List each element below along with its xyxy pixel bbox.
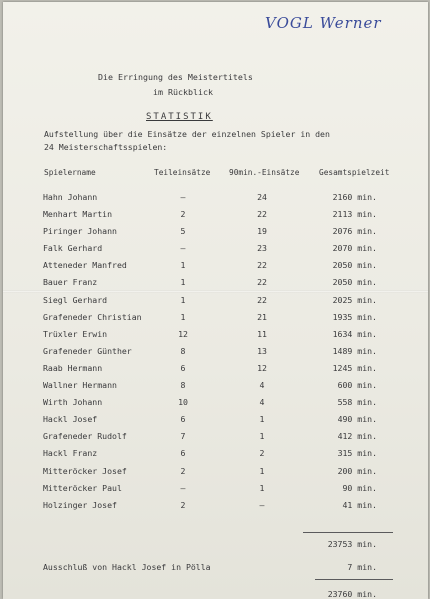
player-table [3,192,428,517]
partial-appearances: 2 [180,499,186,510]
player-name: Bauer Franz [43,277,98,288]
document-page [3,2,428,599]
partial-appearances: 8 [180,380,186,391]
table-row [3,380,428,397]
partial-appearances: 1 [180,294,186,305]
player-name: Holzinger Josef [43,499,117,510]
table-row [3,448,428,465]
partial-appearances: 7 [180,431,186,442]
total-playing-time: 2113 min. [332,209,377,220]
player-name: Mitteröcker Paul [43,482,122,493]
full-appearances: 22 [257,277,267,288]
player-name: Hackl Franz [43,448,98,459]
player-name: Wirth Johann [43,397,103,408]
table-row [3,500,428,517]
full-appearances: 19 [257,226,267,237]
table-row [3,295,428,312]
column-header-total-time: Gesamtspielzeit [319,168,390,177]
partial-appearances: 8 [180,345,186,356]
table-row [3,397,428,414]
total-playing-time: 2050 min. [332,277,377,288]
partial-appearances: 12 [178,328,188,339]
table-row [3,466,428,483]
table-row [3,329,428,346]
partial-appearances: 10 [178,397,188,408]
full-appearances: 23 [257,243,267,254]
exclusion-label: Ausschluß von Hackl Josef in Pölla [43,562,211,572]
handwritten-name: VOGL Werner [265,14,382,32]
partial-appearances: 6 [180,414,186,425]
grand-total-value: 23760 min. [327,589,377,599]
player-name: Piringer Johann [43,226,117,237]
full-appearances: 1 [259,482,265,493]
intro-line-2: 24 Meisterschaftsspielen: [44,142,168,152]
full-appearances: 22 [257,294,267,305]
partial-appearances: 6 [180,362,186,373]
table-row [3,277,428,294]
partial-appearances: 5 [180,226,186,237]
total-playing-time: 2076 min. [332,226,377,237]
subtotal-value: 23753 min. [327,539,377,549]
full-appearances: 2 [259,448,265,459]
total-playing-time: 200 min. [337,465,377,476]
partial-appearances: 2 [180,209,186,220]
total-playing-time: 2070 min. [332,243,377,254]
player-name: Wallner Hermann [43,380,117,391]
table-row [3,243,428,260]
table-row [3,209,428,226]
sum-rule-2 [315,579,393,580]
table-row [3,483,428,500]
player-name: Raab Hermann [43,362,103,373]
full-appearances: 4 [259,380,265,391]
full-appearances: 24 [257,192,267,202]
full-appearances: 22 [257,260,267,271]
intro-line-1: Aufstellung über die Einsätze der einzelnen Spieler in den [44,129,330,139]
table-row [3,431,428,448]
table-row [3,192,428,209]
total-playing-time: 1245 min. [332,362,377,373]
table-row [3,414,428,431]
full-appearances: 21 [257,311,267,322]
full-appearances: 13 [257,345,267,356]
column-header-name: Spielername [44,168,96,177]
total-playing-time: 1489 min. [332,345,377,356]
total-playing-time: 2050 min. [332,260,377,271]
partial-appearances: – [180,192,186,202]
partial-appearances: 6 [180,448,186,459]
title-line-2: im Rückblick [153,87,213,97]
total-playing-time: 315 min. [337,448,377,459]
full-appearances: 22 [257,209,267,220]
total-playing-time: 1935 min. [332,311,377,322]
total-playing-time: 90 min. [342,482,377,493]
exclusion-value: 7 min. [347,562,377,572]
table-row [3,312,428,329]
player-name: Hahn Johann [43,192,98,202]
player-name: Siegl Gerhard [43,294,108,305]
full-appearances: 1 [259,414,265,425]
player-name: Grafeneder Günther [43,345,132,356]
full-appearances: 1 [259,465,265,476]
total-playing-time: 2160 min. [332,192,377,202]
full-appearances: 12 [257,362,267,373]
total-playing-time: 2025 min. [332,294,377,305]
partial-appearances: – [180,482,186,493]
partial-appearances: – [180,243,186,254]
column-header-full: 90min.-Einsätze [229,168,300,177]
sum-rule-1 [303,532,393,533]
full-appearances: – [259,499,265,510]
table-row [3,363,428,380]
full-appearances: 4 [259,397,265,408]
player-name: Menhart Martin [43,209,113,220]
player-name: Grafeneder Christian [43,311,142,322]
player-name: Falk Gerhard [43,243,103,254]
title-line-1: Die Erringung des Meistertitels [98,72,253,82]
partial-appearances: 1 [180,277,186,288]
partial-appearances: 1 [180,260,186,271]
intro-text [44,128,330,154]
full-appearances: 11 [257,328,267,339]
player-name: Atteneder Manfred [43,260,127,271]
total-playing-time: 412 min. [337,431,377,442]
player-name: Trüxler Erwin [43,328,108,339]
player-name: Hackl Josef [43,414,98,425]
player-name: Grafeneder Rudolf [43,431,127,442]
table-row [3,346,428,363]
player-name: Mitteröcker Josef [43,465,127,476]
partial-appearances: 1 [180,311,186,322]
table-row [3,226,428,243]
total-playing-time: 1634 min. [332,328,377,339]
section-heading: STATISTIK [146,112,213,122]
full-appearances: 1 [259,431,265,442]
total-playing-time: 41 min. [342,499,377,510]
table-row [3,260,428,277]
partial-appearances: 2 [180,465,186,476]
total-playing-time: 558 min. [337,397,377,408]
total-playing-time: 490 min. [337,414,377,425]
column-header-partial: Teileinsätze [154,168,211,177]
total-playing-time: 600 min. [337,380,377,391]
